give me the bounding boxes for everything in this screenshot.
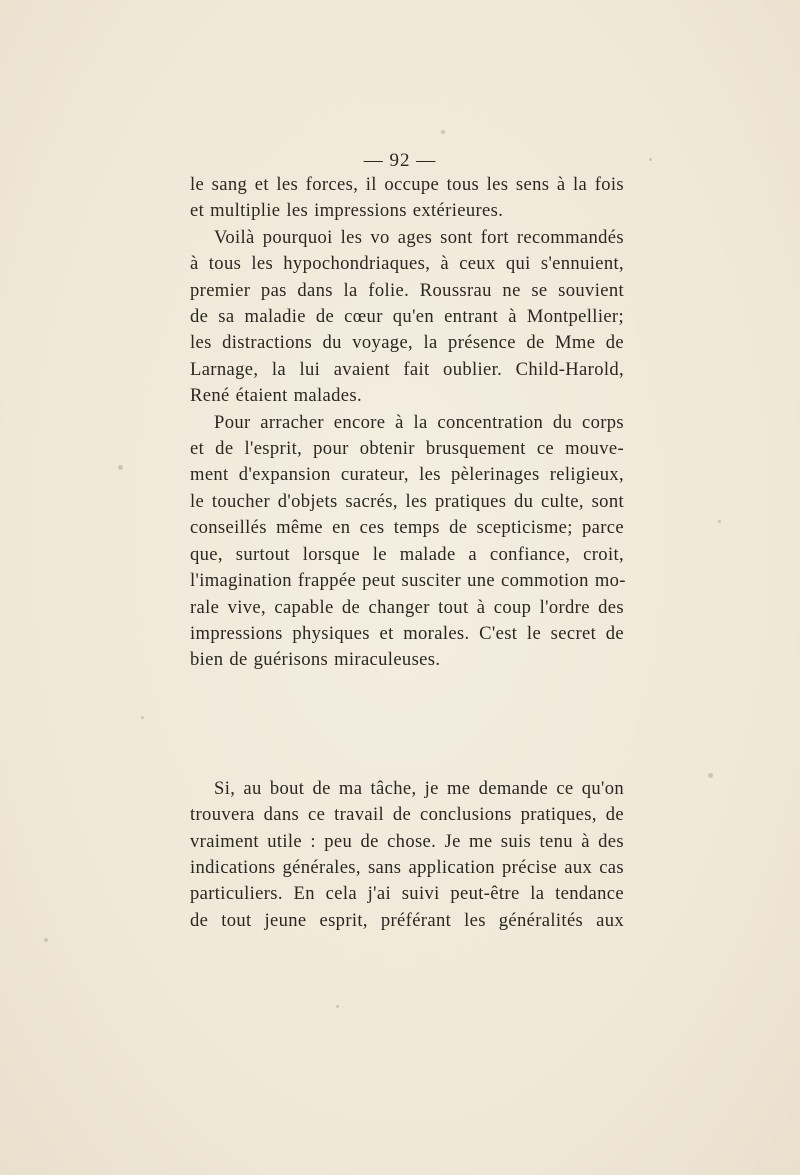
text-line: de tout jeune esprit, préférant les généralités aux [190,909,624,931]
text-line: Pour arracher encore à la concentration du corps [214,411,624,433]
text-line: particuliers. En cela j'ai suivi peut-être la tendance [190,883,624,905]
text-line: trouvera dans ce travail de conclusions pratiques, de [190,804,624,826]
scan-speck [44,938,48,942]
body-text [190,172,624,934]
scan-speck [718,520,721,523]
paragraph [190,172,624,225]
page-number: — 92 — [363,150,437,171]
section-gap [190,674,624,776]
text-line: rale vive, capable de changer tout à coup l'ordre des [190,596,624,618]
text-line: le toucher d'objets sacrés, les pratiques du culte, sont [190,490,624,512]
scan-speck [708,773,713,778]
text-line: de sa maladie de cœur qu'en entrant à Montpellier; [190,306,624,328]
text-line: Si, au bout de ma tâche, je me demande ce qu'on [214,777,624,799]
text-line: à tous les hypochondriaques, à ceux qui s'ennuient, [190,253,624,275]
text-line: conseillés même en ces temps de scepticisme; parce [190,517,624,539]
text-line: les distractions du voyage, la présence de Mme de [190,332,624,354]
text-line: Voilà pourquoi les vo ages sont fort recommandés [214,226,624,248]
paragraph [190,410,624,674]
text-line: Larnage, la lui avaient fait oublier. Child-Harold, [190,358,624,380]
scan-speck [141,716,144,719]
text-line: impressions physiques et morales. C'est le secret de [190,622,624,644]
text-line: que, surtout lorsque le malade a confiance, croit, [190,543,624,565]
scan-speck [336,1005,339,1008]
text-line: premier pas dans la folie. Roussrau ne se souvient [190,279,624,301]
scan-speck [118,465,123,470]
scan-speck [441,130,445,134]
text-line: et de l'esprit, pour obtenir brusquement ce mouve- [190,438,624,460]
text-line: René étaient malades. [190,385,362,407]
text-line: ment d'expansion curateur, les pèlerinages religieux, [190,464,624,486]
text-line: l'imagination frappée peut susciter une commotion mo- [190,570,626,592]
paragraph [190,225,624,410]
text-line: le sang et les forces, il occupe tous les sens à la fois [190,174,624,195]
text-line: bien de guérisons miraculeuses. [190,649,441,671]
text-line: indications générales, sans application précise aux cas [190,856,624,878]
paragraph [190,776,624,934]
text-line: et multiplie les impressions extérieures. [190,200,504,222]
text-line: vraiment utile : peu de chose. Je me suis tenu à des [190,830,624,852]
